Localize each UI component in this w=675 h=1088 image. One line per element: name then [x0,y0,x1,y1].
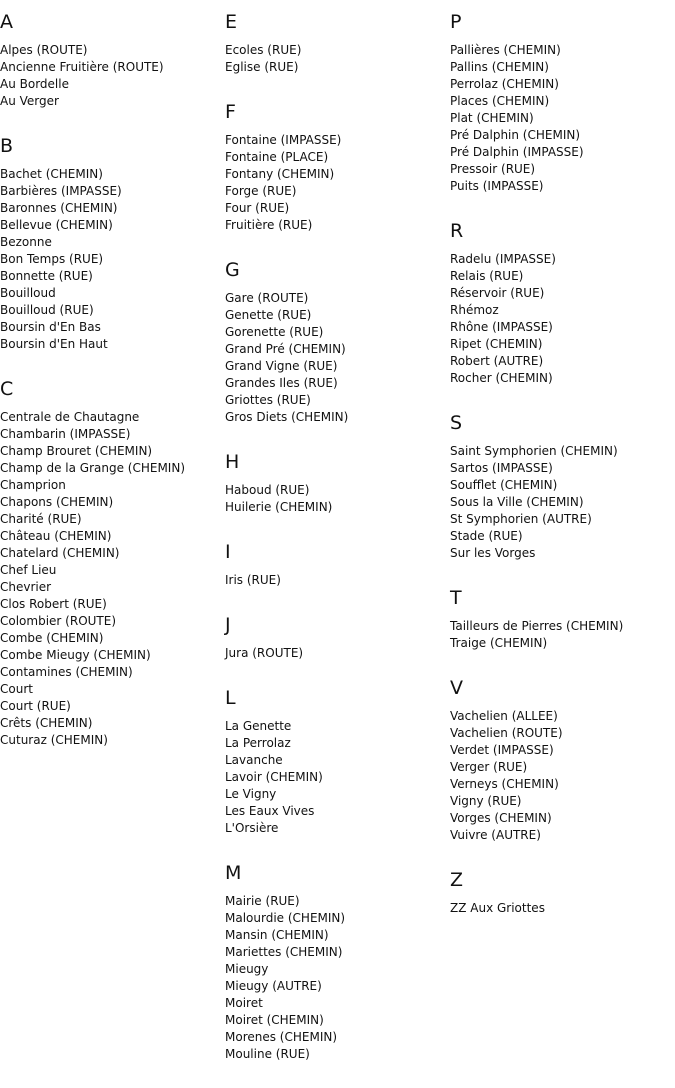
letter-section [225,451,450,516]
street-name: Vuivre (AUTRE) [450,828,541,842]
letter-section [0,11,225,110]
street-list [0,42,225,110]
section-letter-heading: A [0,11,13,33]
street-name: Lavoir (CHEMIN) [225,770,323,784]
letter-section [225,101,450,234]
street-name: Pré Dalphin (IMPASSE) [450,145,584,159]
street-name: Perrolaz (CHEMIN) [450,77,559,91]
street-name: Vachelien (ALLEE) [450,709,558,723]
section-letter-heading: M [225,862,242,884]
street-name: Le Vigny [225,787,277,801]
street-name: Bouilloud [0,286,56,300]
section-letter-heading: P [450,11,462,33]
street-name: Fontany (CHEMIN) [225,167,335,181]
letter-section [0,135,225,353]
street-name: Tailleurs de Pierres (CHEMIN) [450,619,624,633]
index-column [225,0,450,1088]
street-list [225,290,450,426]
street-name: Chef Lieu [0,563,57,577]
street-name: Clos Robert (RUE) [0,597,107,611]
street-name: Verneys (CHEMIN) [450,777,559,791]
street-name: Eglise (RUE) [225,60,299,74]
street-name: Réservoir (RUE) [450,286,545,300]
street-name: Bachet (CHEMIN) [0,167,103,181]
street-list [450,42,675,195]
section-letter-heading: B [0,135,14,157]
street-name: Champ de la Grange (CHEMIN) [0,461,185,475]
street-name: Robert (AUTRE) [450,354,544,368]
street-list [225,42,450,76]
street-name: Combe Mieugy (CHEMIN) [0,648,151,662]
street-name: Combe (CHEMIN) [0,631,104,645]
section-letter-heading: T [450,587,462,609]
street-name: Saint Symphorien (CHEMIN) [450,444,618,458]
section-letter-heading: L [225,687,236,709]
street-name: Barbières (IMPASSE) [0,184,122,198]
street-name: Mansin (CHEMIN) [225,928,329,942]
section-letter-heading: R [450,220,464,242]
street-name: Alpes (ROUTE) [0,43,88,57]
letter-section [450,11,675,195]
street-name: Pallins (CHEMIN) [450,60,549,74]
street-name: Bon Temps (RUE) [0,252,104,266]
street-name: Pré Dalphin (CHEMIN) [450,128,581,142]
street-name: Chambarin (IMPASSE) [0,427,131,441]
street-name: Pallières (CHEMIN) [450,43,561,57]
section-letter-heading: V [450,677,463,699]
street-name: Court [0,682,33,696]
street-name: Contamines (CHEMIN) [0,665,133,679]
street-name: Sartos (IMPASSE) [450,461,553,475]
street-name: Les Eaux Vives [225,804,315,818]
street-name: Chevrier [0,580,52,594]
street-list [450,708,675,844]
street-name: Griottes (RUE) [225,393,311,407]
street-name: Rhémoz [450,303,499,317]
section-letter-heading: C [0,378,14,400]
street-name: Sur les Vorges [450,546,536,560]
street-name: St Symphorien (AUTRE) [450,512,592,526]
street-name: Court (RUE) [0,699,71,713]
street-name: Cuturaz (CHEMIN) [0,733,108,747]
street-name: Places (CHEMIN) [450,94,550,108]
street-list [225,645,450,662]
letter-section [225,687,450,837]
street-name: La Genette [225,719,292,733]
street-name: Gorenette (RUE) [225,325,324,339]
street-name: Mariettes (CHEMIN) [225,945,343,959]
street-name: Moiret (CHEMIN) [225,1013,324,1027]
street-name: Vachelien (ROUTE) [450,726,563,740]
street-name: Traige (CHEMIN) [450,636,548,650]
index-column [0,0,225,774]
street-name: Mieugy [225,962,269,976]
street-name: Boursin d'En Bas [0,320,101,334]
street-name: Centrale de Chautagne [0,410,140,424]
index-column [450,0,675,942]
street-name: Rocher (CHEMIN) [450,371,553,385]
street-list [0,409,225,749]
street-name: Rhône (IMPASSE) [450,320,553,334]
street-name: Sous la Ville (CHEMIN) [450,495,584,509]
street-name: Radelu (IMPASSE) [450,252,556,266]
street-name: Pressoir (RUE) [450,162,536,176]
street-name: Mairie (RUE) [225,894,300,908]
street-name: Colombier (ROUTE) [0,614,117,628]
street-name: Relais (RUE) [450,269,524,283]
street-name: Genette (RUE) [225,308,312,322]
section-letter-heading: Z [450,869,464,891]
letter-section [450,587,675,652]
street-name: Iris (RUE) [225,573,281,587]
street-name: Champrion [0,478,66,492]
street-name: Mieugy (AUTRE) [225,979,322,993]
street-name: La Perrolaz [225,736,291,750]
letter-section [225,541,450,589]
street-name: Morenes (CHEMIN) [225,1030,338,1044]
street-name: Grand Vigne (RUE) [225,359,338,373]
street-name: Fontaine (IMPASSE) [225,133,342,147]
street-name: Jura (ROUTE) [225,646,304,660]
street-name: Forge (RUE) [225,184,297,198]
letter-section [225,862,450,1063]
street-name: Ripet (CHEMIN) [450,337,543,351]
street-list [225,893,450,1063]
street-name: Au Bordelle [0,77,69,91]
street-name: Grand Pré (CHEMIN) [225,342,346,356]
street-name: Puits (IMPASSE) [450,179,544,193]
street-name: Bezonne [0,235,52,249]
section-letter-heading: F [225,101,236,123]
street-name: L'Orsière [225,821,279,835]
street-name: Fontaine (PLACE) [225,150,329,164]
street-name: Chapons (CHEMIN) [0,495,114,509]
street-name: Gros Diets (CHEMIN) [225,410,349,424]
letter-section [450,412,675,562]
street-name: Ancienne Fruitière (ROUTE) [0,60,164,74]
street-list [450,900,675,917]
street-name: Plat (CHEMIN) [450,111,534,125]
street-name: Ecoles (RUE) [225,43,302,57]
street-name: Haboud (RUE) [225,483,310,497]
street-name: Huilerie (CHEMIN) [225,500,333,514]
street-name: Bouilloud (RUE) [0,303,94,317]
section-letter-heading: G [225,259,240,281]
street-name: Chatelard (CHEMIN) [0,546,120,560]
street-list [0,166,225,353]
street-name: Crêts (CHEMIN) [0,716,93,730]
letter-section [450,677,675,844]
section-letter-heading: S [450,412,463,434]
section-letter-heading: J [225,614,231,636]
letter-section [450,869,675,917]
street-name: Au Verger [0,94,59,108]
street-name: Charité (RUE) [0,512,82,526]
street-name: Soufflet (CHEMIN) [450,478,558,492]
letter-section [225,614,450,662]
street-list [225,482,450,516]
street-name: Verdet (IMPASSE) [450,743,554,757]
street-name: Bonnette (RUE) [0,269,93,283]
street-name: Fruitière (RUE) [225,218,313,232]
street-list [225,572,450,589]
letter-section [450,220,675,387]
section-letter-heading: H [225,451,240,473]
street-name: Champ Brouret (CHEMIN) [0,444,153,458]
street-list [450,618,675,652]
street-name: Verger (RUE) [450,760,528,774]
section-letter-heading: E [225,11,238,33]
street-name: ZZ Aux Griottes [450,901,545,915]
street-name: Bellevue (CHEMIN) [0,218,113,232]
street-list [450,251,675,387]
street-name: Grandes Iles (RUE) [225,376,338,390]
street-list [450,443,675,562]
letter-section [225,11,450,76]
street-name: Boursin d'En Haut [0,337,108,351]
street-name: Gare (ROUTE) [225,291,309,305]
street-name: Four (RUE) [225,201,290,215]
street-name: Malourdie (CHEMIN) [225,911,346,925]
section-letter-heading: I [225,541,231,563]
letter-section [225,259,450,426]
street-list [225,132,450,234]
street-name: Vorges (CHEMIN) [450,811,552,825]
letter-section [0,378,225,749]
street-name: Mouline (RUE) [225,1047,310,1061]
street-name: Stade (RUE) [450,529,523,543]
street-name: Moiret [225,996,263,1010]
street-list [225,718,450,837]
street-name: Château (CHEMIN) [0,529,112,543]
street-name: Baronnes (CHEMIN) [0,201,118,215]
street-name: Lavanche [225,753,283,767]
street-name: Vigny (RUE) [450,794,522,808]
